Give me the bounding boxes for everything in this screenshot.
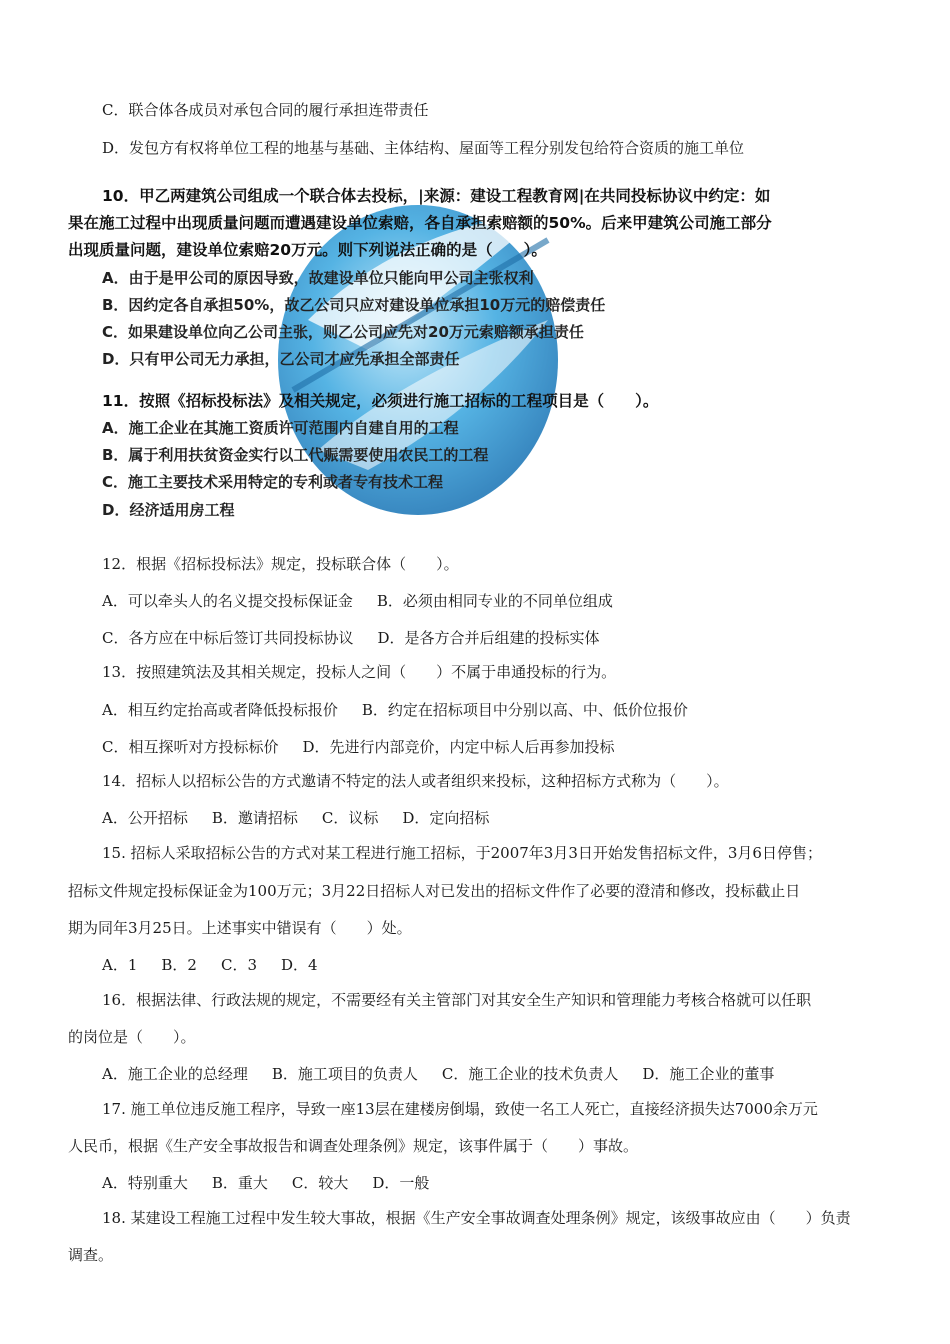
option-d: D．先进行内部竞价，内定中标人后再参加投标 — [302, 738, 615, 756]
question-13: 13．按照建筑法及其相关规定，投标人之间（ ）不属于串通投标的行为。 — [102, 663, 617, 681]
question-10-option-c: C．如果建设单位向乙公司主张，则乙公司应先对20万元索赔额承担责任 — [102, 323, 584, 341]
question-14-options — [102, 808, 489, 828]
question-15-line-1: 15. 招标人采取招标公告的方式对某工程进行施工招标，于2007年3月3日开始发售招标文件，3月6日停售； — [102, 844, 822, 862]
option-a: A．1 — [102, 956, 138, 974]
question-17-line-1: 17. 施工单位违反施工程序，导致一座13层在建楼房倒塌，致使一名工人死亡，直接经济损失达7000余万元 — [102, 1100, 818, 1118]
question-12-options-row-2 — [102, 628, 600, 648]
question-15-line-3: 期为同年3月25日。上述事实中错误有（ ）处。 — [68, 919, 412, 937]
option-b: B．必须由相同专业的不同单位组成 — [376, 592, 613, 610]
option-d: D．4 — [281, 956, 318, 974]
question-10-line-3: 出现质量问题，建设单位索赔20万元。则下列说法正确的是（ ）。 — [68, 241, 547, 259]
question-13-options-row-2 — [102, 737, 615, 757]
option-a: A．特别重大 — [102, 1174, 188, 1192]
question-11-option-d: D．经济适用房工程 — [102, 501, 235, 519]
question-11-option-c: C．施工主要技术采用特定的专利或者专有技术工程 — [102, 473, 444, 491]
question-14: 14．招标人以招标公告的方式邀请不特定的法人或者组织来投标，这种招标方式称为（ ）。 — [102, 772, 729, 790]
option-d: D．一般 — [372, 1174, 430, 1192]
option-a: A．可以牵头人的名义提交投标保证金 — [102, 592, 353, 610]
question-16-line-1: 16．根据法律、行政法规的规定，不需要经有关主管部门对其安全生产知识和管理能力考核合格就可以任职 — [102, 991, 812, 1009]
option-a: A．施工企业的总经理 — [102, 1065, 248, 1083]
option-d: D．施工企业的董事 — [642, 1065, 775, 1083]
question-15-line-2: 招标文件规定投标保证金为100万元；3月22日招标人对已发出的招标文件作了必要的澄清和修改，投标截止日 — [68, 882, 801, 900]
option-c: C．施工企业的技术负责人 — [441, 1065, 619, 1083]
question-11-option-b: B．属于利用扶贫资金实行以工代赈需要使用农民工的工程 — [102, 446, 489, 464]
question-16-line-2: 的岗位是（ ）。 — [68, 1028, 196, 1046]
option-line: D．发包方有权将单位工程的地基与基础、主体结构、屋面等工程分别发包给符合资质的施工单位 — [102, 139, 745, 157]
question-10-option-b: B．因约定各自承担50%，故乙公司只应对建设单位承担10万元的赔偿责任 — [102, 296, 606, 314]
option-line: C．联合体各成员对承包合同的履行承担连带责任 — [102, 101, 429, 119]
question-16-options — [102, 1064, 774, 1084]
option-a: A．相互约定抬高或者降低投标报价 — [102, 701, 338, 719]
question-17-options — [102, 1173, 429, 1193]
option-b: B．邀请招标 — [211, 809, 298, 827]
question-10-line-1: 10．甲乙两建筑公司组成一个联合体去投标，|来源：建设工程教育网|在共同投标协议中约定：如 — [102, 187, 771, 205]
question-10-line-2: 果在施工过程中出现质量问题而遭遇建设单位索赔，各自承担索赔额的50%。后来甲建筑公司施工部分 — [68, 214, 772, 232]
question-15-options — [102, 955, 318, 975]
question-10-option-d: D．只有甲公司无力承担，乙公司才应先承担全部责任 — [102, 350, 460, 368]
question-10-option-a: A．由于是甲公司的原因导致，故建设单位只能向甲公司主张权利 — [102, 269, 534, 287]
option-c: C．较大 — [291, 1174, 349, 1192]
question-11-option-a: A．施工企业在其施工资质许可范围内自建自用的工程 — [102, 419, 459, 437]
question-12: 12．根据《招标投标法》规定，投标联合体（ ）。 — [102, 555, 459, 573]
question-13-options-row-1 — [102, 700, 688, 720]
option-c: C．3 — [220, 956, 257, 974]
option-b: B．2 — [161, 956, 197, 974]
question-18-line-2: 调查。 — [68, 1246, 114, 1264]
option-a: A．公开招标 — [102, 809, 188, 827]
option-b: B．重大 — [211, 1174, 268, 1192]
option-c: C．相互探听对方投标标价 — [102, 738, 279, 756]
question-17-line-2: 人民币，根据《生产安全事故报告和调查处理条例》规定，该事件属于（ ）事故。 — [68, 1137, 639, 1155]
option-c: C．议标 — [321, 809, 379, 827]
option-b: B．约定在招标项目中分别以高、中、低价位报价 — [361, 701, 688, 719]
question-18-line-1: 18. 某建设工程施工过程中发生较大事故，根据《生产安全事故调查处理条例》规定，该级事故应由（ ）负责 — [102, 1209, 851, 1227]
option-d: D．是各方合并后组建的投标实体 — [377, 629, 600, 647]
option-b: B．施工项目的负责人 — [271, 1065, 418, 1083]
option-c: C．各方应在中标后签订共同投标协议 — [102, 629, 354, 647]
option-d: D．定向招标 — [402, 809, 490, 827]
question-12-options-row-1 — [102, 591, 613, 611]
question-11: 11．按照《招标投标法》及相关规定，必须进行施工招标的工程项目是（ ）。 — [102, 392, 659, 410]
